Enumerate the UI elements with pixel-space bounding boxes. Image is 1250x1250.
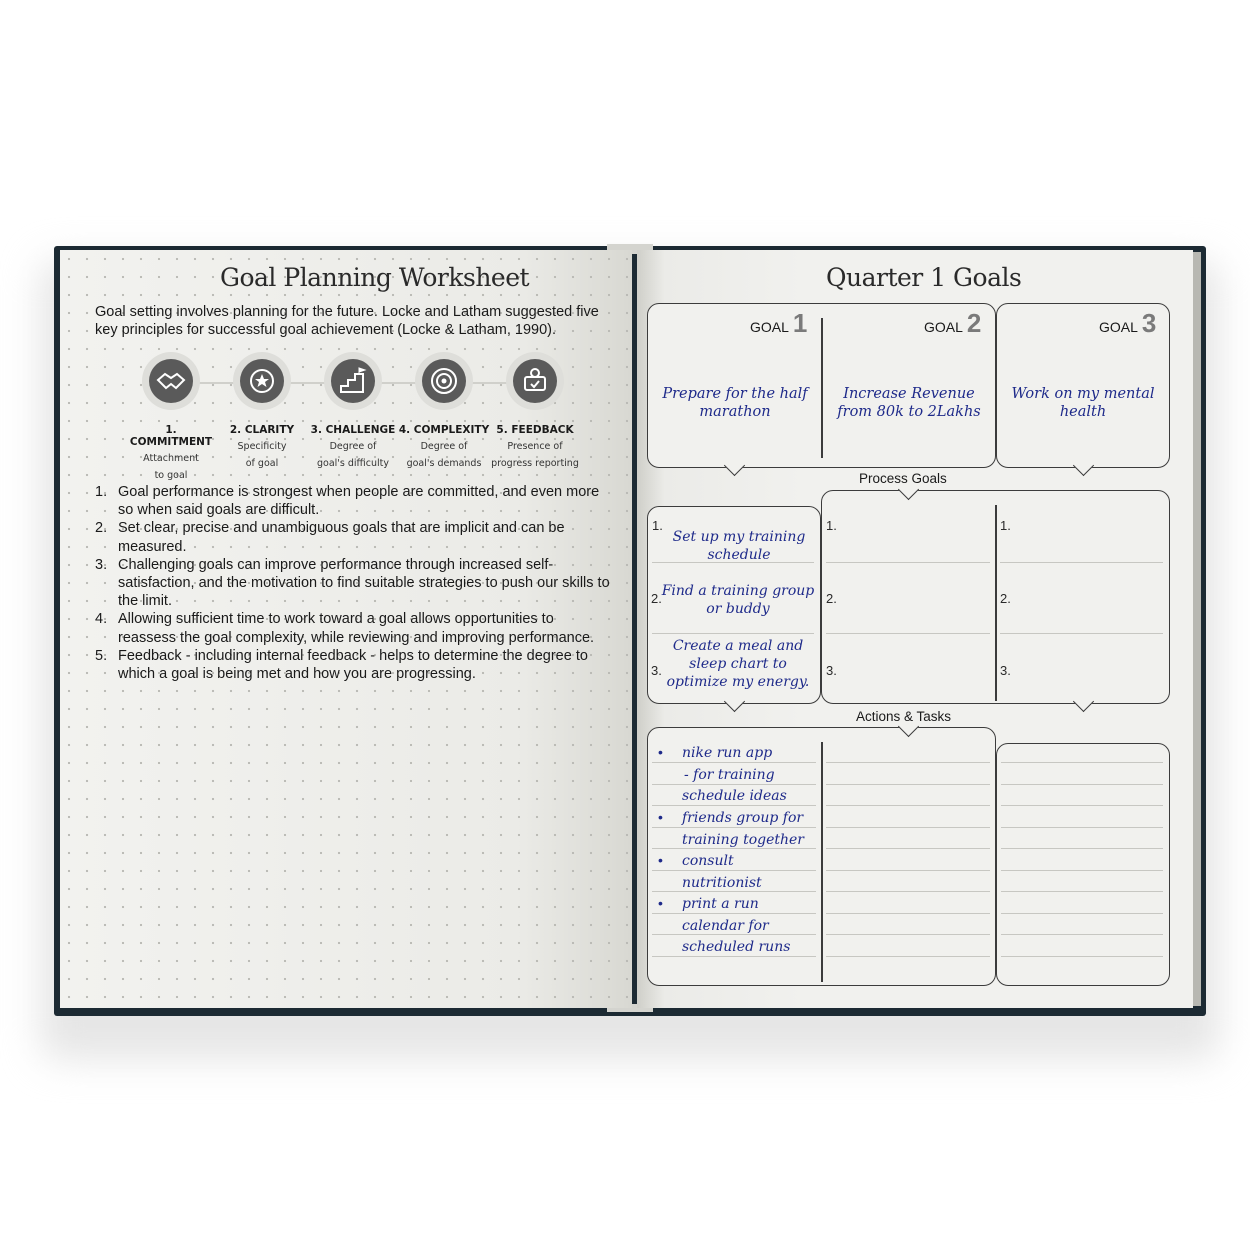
task-ruled-line <box>826 913 990 914</box>
task-ruled-line <box>826 848 990 849</box>
task-bullet: • <box>658 744 663 760</box>
actions-tasks-label: Actions & Tasks <box>852 709 955 724</box>
goal-3-text[interactable]: Work on my mental health <box>1011 386 1155 420</box>
process-divider <box>995 505 997 701</box>
actions-box-3 <box>996 743 1170 986</box>
goal-3-label: GOAL 3 <box>1099 308 1157 338</box>
task-ruled-line <box>1001 848 1163 849</box>
process-goal-text[interactable]: Create a meal and sleep chart to optimize my energy. <box>666 638 810 690</box>
task-ruled-line <box>826 762 990 763</box>
principle-complexity <box>396 352 492 472</box>
task-bullet: • <box>658 895 663 911</box>
list-item: 2. Set clear, precise and unambiguous goals that are implicit and can be measured. <box>95 520 565 555</box>
process-goals-label: Process Goals <box>855 471 951 486</box>
row-number: 2. <box>826 591 837 606</box>
principle-commitment <box>123 352 219 484</box>
task-ruled-line <box>1001 913 1163 914</box>
intro-paragraph: Goal setting involves planning for the future. Locke and Latham suggested five key principles for successful goal achievement (Locke & Latham, 1990). <box>95 304 599 338</box>
principle-name: 4. COMPLEXITY <box>398 424 490 436</box>
row-number: 1. <box>1000 518 1011 533</box>
row-line <box>1000 562 1163 563</box>
list-item: 5. Feedback - including internal feedback - helps to determine the degree to which a goal is being met and how you are progressing. <box>95 647 588 683</box>
principle-name: 2. CLARITY <box>229 424 295 436</box>
left-page-title: Goal Planning Worksheet <box>220 263 530 292</box>
feedback-gear-icon <box>513 359 557 403</box>
task-ruled-line <box>1001 870 1163 871</box>
principle-desc-1: Degree of <box>420 441 468 452</box>
principle-challenge <box>305 352 401 472</box>
task-ruled-line <box>1001 827 1163 828</box>
principle-desc-2: goal's difficulty <box>317 458 389 469</box>
row-number: 2. <box>651 591 662 606</box>
row-number: 1. <box>826 518 837 533</box>
task-ruled-line <box>826 827 990 828</box>
row-number: 1. <box>652 518 663 533</box>
task-ruled-line <box>826 956 990 957</box>
row-line <box>1000 633 1163 634</box>
task-ruled-line <box>826 870 990 871</box>
goal-divider <box>821 318 823 458</box>
star-target-icon <box>240 359 284 403</box>
task-ruled-line <box>1001 805 1163 806</box>
task-ruled-line <box>826 805 990 806</box>
row-number: 2. <box>1000 591 1011 606</box>
principle-desc-2: to goal <box>154 470 188 481</box>
task-ruled-line <box>826 784 990 785</box>
task-ruled-line <box>1001 784 1163 785</box>
row-line <box>826 633 990 634</box>
list-item: 3. Challenging goals can improve performance through increased self-satisfaction, and the motivation to find suitable strategies to push our skills to the limit. <box>95 556 610 610</box>
goal-2-text[interactable]: Increase Revenue from 80k to 2Lakhs <box>837 386 981 420</box>
principle-desc-2: goal's demands <box>406 458 482 469</box>
task-item[interactable]: friends group for training together <box>682 810 804 848</box>
task-bullet: • <box>658 852 663 868</box>
process-goal-text[interactable]: Set up my training schedule <box>672 529 806 563</box>
process-goal-text[interactable]: Find a training group or buddy <box>661 583 815 617</box>
bullseye-icon <box>422 359 466 403</box>
principle-name: 5. FEEDBACK <box>496 424 574 436</box>
actions-divider <box>821 742 823 982</box>
principle-desc-2: of goal <box>245 458 279 469</box>
principle-name: 1. COMMITMENT <box>129 424 213 448</box>
list-item: 4. Allowing sufficient time to work toward a goal allows opportunities to reassess the goal complexity, while reviewing and improving performance. <box>95 611 595 646</box>
stairs-flag-icon <box>331 359 375 403</box>
task-ruled-line <box>826 891 990 892</box>
principles-list <box>95 483 615 683</box>
row-line <box>652 633 814 634</box>
page-edge <box>1193 252 1201 1006</box>
task-ruled-line <box>826 934 990 935</box>
goal-2-label: GOAL 2 <box>924 308 982 338</box>
principle-desc-1: Presence of <box>507 441 563 452</box>
row-number: 3. <box>1000 663 1011 678</box>
list-item: 1. Goal performance is strongest when people are committed, and even more so when said goals are difficult. <box>95 484 600 519</box>
task-ruled-line <box>1001 934 1163 935</box>
principle-desc-2: progress reporting <box>491 458 579 469</box>
task-bullet: • <box>658 809 663 825</box>
goal-1-text[interactable]: Prepare for the half marathon <box>662 386 808 420</box>
principle-clarity <box>214 352 310 472</box>
principle-feedback <box>487 352 583 472</box>
row-number: 3. <box>651 663 662 678</box>
right-page-title: Quarter 1 Goals <box>826 263 1022 292</box>
row-number: 3. <box>826 663 837 678</box>
task-item[interactable]: consult nutritionist <box>682 853 762 891</box>
row-line <box>826 562 990 563</box>
handshake-icon <box>149 359 193 403</box>
goal-1-label: GOAL 1 <box>750 308 808 338</box>
principle-desc-1: Specificity <box>237 441 287 452</box>
principle-desc-1: Degree of <box>329 441 377 452</box>
task-item[interactable]: print a run calendar for scheduled runs <box>682 896 791 955</box>
task-ruled-line <box>1001 762 1163 763</box>
task-ruled-line <box>1001 956 1163 957</box>
task-ruled-line <box>1001 891 1163 892</box>
principle-desc-1: Attachment <box>143 453 199 464</box>
principle-name: 3. CHALLENGE <box>310 424 396 436</box>
task-item[interactable]: nike run app - for training schedule ideas <box>682 745 787 804</box>
